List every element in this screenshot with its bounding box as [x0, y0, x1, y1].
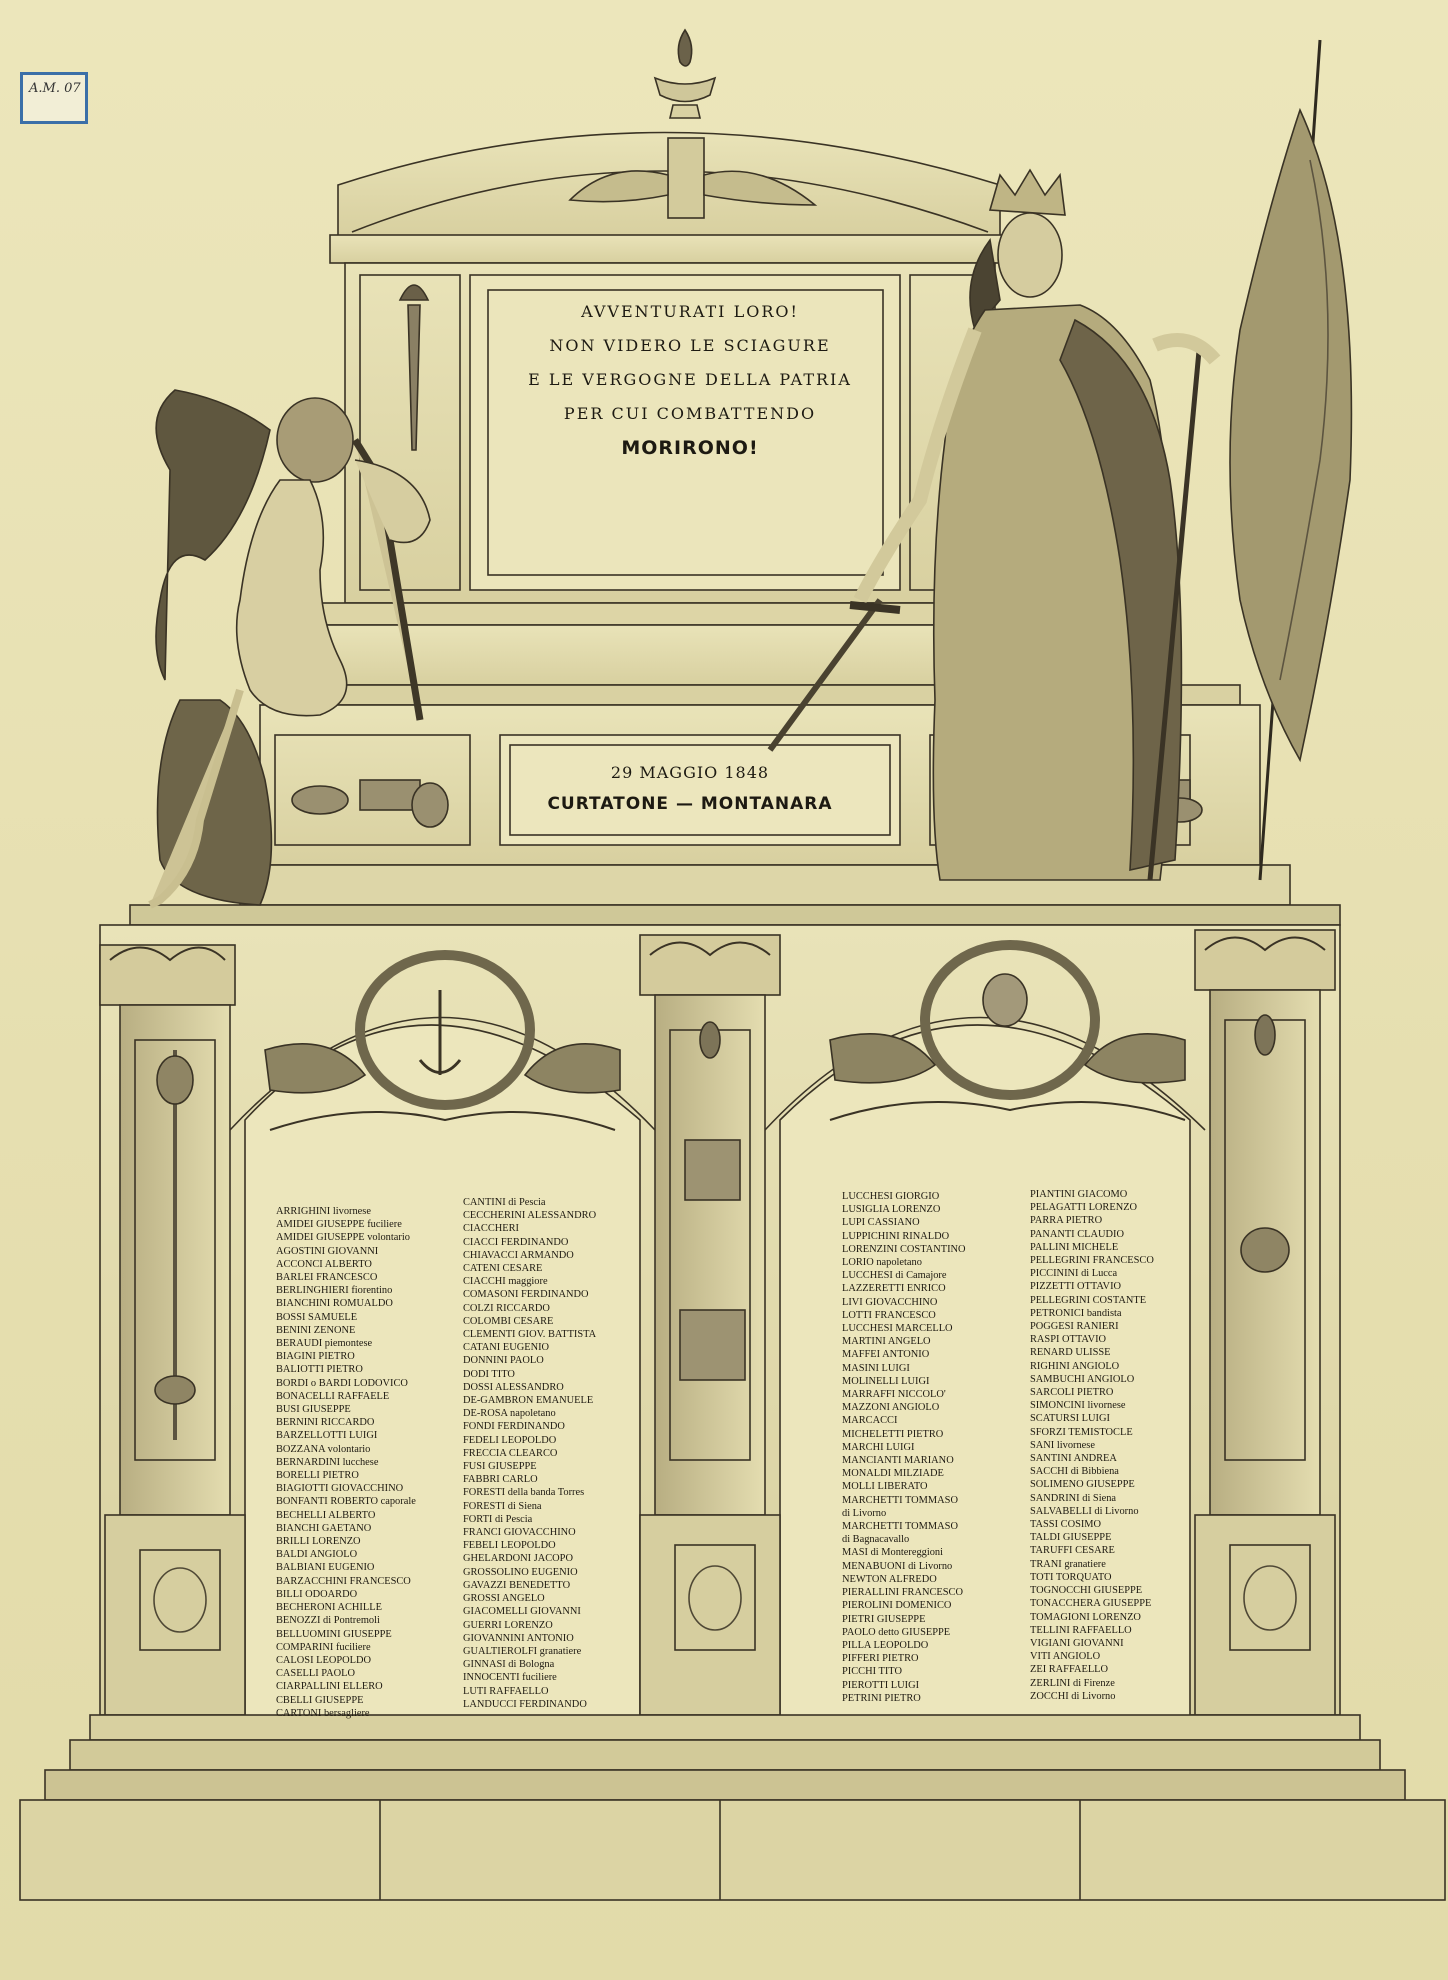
name-entry: SALVABELLI di Livorno: [1030, 1505, 1139, 1517]
name-entry: TOMAGIONI LORENZO: [1030, 1611, 1141, 1623]
names-column-3: [842, 1190, 966, 1705]
name-entry: PIANTINI GIACOMO: [1030, 1189, 1128, 1200]
name-entry: VIGIANI GIOVANNI: [1030, 1637, 1124, 1649]
name-entry: LUCCHESI GIORGIO: [842, 1191, 940, 1202]
name-entry: BONFANTI ROBERTO caporale: [276, 1496, 416, 1508]
name-entry: PIEROLINI DOMENICO: [842, 1600, 952, 1612]
name-entry: MOLLI LIBERATO: [842, 1481, 928, 1493]
name-entry: BOSSI SAMUELE: [276, 1311, 358, 1323]
name-entry: DODI TITO: [463, 1368, 515, 1380]
name-entry: CIARPALLINI ELLERO: [276, 1681, 383, 1693]
name-entry: BELLUOMINI GIUSEPPE: [276, 1628, 392, 1640]
name-entry: MARCHETTI TOMMASO: [842, 1521, 958, 1533]
battle-date: 29 MAGGIO 1848: [610, 763, 770, 782]
name-entry: MENABUONI di Livorno: [842, 1560, 953, 1572]
name-entry: TONACCHERA GIUSEPPE: [1030, 1598, 1152, 1610]
name-entry: SAMBUCHI ANGIOLO: [1030, 1373, 1135, 1385]
name-entry: FORESTI di Siena: [463, 1500, 542, 1512]
name-entry: MARCACCI: [842, 1415, 898, 1427]
name-entry: MASI di Montereggioni: [842, 1547, 944, 1559]
name-entry: GINNASI di Bologna: [463, 1659, 555, 1671]
name-entry: LUCCHESI di Camajore: [842, 1270, 947, 1282]
name-entry: CARTONI bersagliere: [276, 1707, 370, 1719]
name-entry: TOTI TORQUATO: [1030, 1571, 1112, 1583]
name-entry: PIETRI GIUSEPPE: [842, 1613, 926, 1625]
name-entry: SANTINI ANDREA: [1030, 1453, 1117, 1465]
name-entry: TALDI GIUSEPPE: [1030, 1532, 1112, 1544]
name-entry: ZEI RAFFAELLO: [1030, 1664, 1109, 1676]
name-entry: BRILLI LORENZO: [276, 1536, 361, 1548]
name-entry: COLZI RICCARDO: [463, 1302, 550, 1314]
name-entry: BENINI ZENONE: [276, 1324, 356, 1336]
name-entry: DONNINI PAOLO: [463, 1355, 544, 1367]
name-entry: SARCOLI PIETRO: [1030, 1387, 1114, 1399]
name-entry: BENOZZI di Pontremoli: [276, 1615, 380, 1627]
names-column-4: [1030, 1188, 1154, 1703]
name-entry: ZOCCHI di Livorno: [1030, 1690, 1116, 1702]
name-entry: MOLINELLI LUIGI: [842, 1375, 930, 1387]
name-entry: GROSSOLINO EUGENIO: [463, 1566, 578, 1578]
name-entry: PICCHI TITO: [842, 1666, 902, 1678]
name-entry: BARZACCHINI FRANCESCO: [276, 1575, 411, 1587]
name-entry: TRANI granatiere: [1030, 1558, 1106, 1570]
name-entry: CIACCI FERDINANDO: [463, 1236, 569, 1248]
name-entry: MAFFEI ANTONIO: [842, 1349, 930, 1361]
archive-stamp: [20, 72, 88, 124]
name-entry: RENARD ULISSE: [1030, 1347, 1111, 1359]
name-entry: COLOMBI CESARE: [463, 1315, 554, 1327]
name-entry: VITI ANGIOLO: [1030, 1651, 1101, 1663]
name-entry: GUERRI LORENZO: [463, 1619, 553, 1631]
name-entry: MARCHI LUIGI: [842, 1441, 915, 1453]
name-entry: MAZZONI ANGIOLO: [842, 1402, 940, 1414]
name-entry: PETRONICI bandista: [1030, 1307, 1122, 1319]
name-entry: PETRINI PIETRO: [842, 1692, 921, 1704]
name-entry: BORDI o BARDI LODOVICO: [276, 1377, 408, 1389]
name-entry: INNOCENTI fuciliere: [463, 1672, 557, 1684]
inscription-line-5: MORIRONO!: [621, 437, 759, 459]
name-entry: MARTINI ANGELO: [842, 1336, 931, 1348]
name-entry: GIOVANNINI ANTONIO: [463, 1632, 574, 1644]
name-entry: MICHELETTI PIETRO: [842, 1428, 944, 1440]
name-entry: BUSI GIUSEPPE: [276, 1404, 351, 1416]
name-entry: CATANI EUGENIO: [463, 1342, 550, 1354]
name-entry: FEBELI LEOPOLDO: [463, 1540, 556, 1552]
name-entry: BALDI ANGIOLO: [276, 1549, 358, 1561]
name-entry: SACCHI di Bibbiena: [1030, 1466, 1119, 1478]
inscription-line-2: NON VIDERO LE SCIAGURE: [549, 336, 831, 355]
main-inscription: [490, 295, 890, 465]
name-entry: DE-GAMBRON EMANUELE: [463, 1395, 594, 1407]
name-entry: AMIDEI GIUSEPPE volontario: [276, 1232, 410, 1244]
name-entry: LUPPICHINI RINALDO: [842, 1230, 950, 1242]
name-entry: PIZZETTI OTTAVIO: [1030, 1281, 1122, 1293]
name-entry: GIACOMELLI GIOVANNI: [463, 1606, 581, 1618]
names-column-2: [463, 1196, 596, 1711]
names-column-1: [276, 1205, 416, 1720]
name-entry: MARRAFFI NICCOLO': [842, 1389, 946, 1401]
name-entry: AMIDEI GIUSEPPE fuciliere: [276, 1219, 402, 1231]
name-entry: BECHERONI ACHILLE: [276, 1602, 382, 1614]
name-entry: BALIOTTI PIETRO: [276, 1364, 363, 1376]
name-entry: FUSI GIUSEPPE: [463, 1461, 537, 1473]
name-entry: TOGNOCCHI GIUSEPPE: [1030, 1585, 1143, 1597]
pilaster-left: [100, 945, 245, 1715]
battle-place: CURTATONE — MONTANARA: [547, 794, 833, 814]
name-entry: BIANCHINI ROMUALDO: [276, 1298, 393, 1310]
name-entry: BIANCHI GAETANO: [276, 1522, 372, 1534]
name-entry: FONDI FERDINANDO: [463, 1421, 565, 1433]
name-entry: BERNINI RICCARDO: [276, 1417, 375, 1429]
name-entry: PANANTI CLAUDIO: [1030, 1228, 1124, 1240]
name-entry: ZERLINI di Firenze: [1030, 1677, 1115, 1689]
name-entry: FORTI di Pescia: [463, 1513, 533, 1525]
name-entry: LUSIGLIA LORENZO: [842, 1204, 941, 1216]
name-entry: ARRIGHINI livornese: [276, 1206, 371, 1217]
name-entry: DOSSI ALESSANDRO: [463, 1381, 564, 1393]
name-entry: BECHELLI ALBERTO: [276, 1509, 376, 1521]
name-entry: LORENZINI COSTANTINO: [842, 1243, 966, 1255]
name-entry: LUTI RAFFAELLO: [463, 1685, 549, 1697]
name-entry: CASELLI PAOLO: [276, 1668, 355, 1680]
name-entry: COMPARINI fuciliere: [276, 1641, 371, 1653]
pilaster-right: [1195, 930, 1335, 1715]
name-entry: GHELARDONI JACOPO: [463, 1553, 573, 1565]
name-entry: CATENI CESARE: [463, 1263, 543, 1275]
name-entry: PELLEGRINI FRANCESCO: [1030, 1255, 1154, 1267]
name-entry: LAZZERETTI ENRICO: [842, 1283, 946, 1295]
name-entry: MASINI LUIGI: [842, 1362, 910, 1374]
name-entry: GUALTIEROLFI granatiere: [463, 1645, 582, 1657]
name-entry: POGGESI RANIERI: [1030, 1321, 1119, 1333]
name-entry: SANI livornese: [1030, 1439, 1095, 1451]
name-entry: PAOLO detto GIUSEPPE: [842, 1626, 951, 1638]
name-entry: di Bagnacavallo: [842, 1534, 910, 1546]
urn-finial: [655, 30, 715, 118]
name-entry: BERNARDINI lucchese: [276, 1456, 379, 1468]
name-entry: ACCONCI ALBERTO: [276, 1258, 372, 1270]
name-entry: PILLA LEOPOLDO: [842, 1639, 929, 1651]
name-entry: TELLINI RAFFAELLO: [1030, 1624, 1132, 1636]
name-entry: RASPI OTTAVIO: [1030, 1334, 1107, 1346]
name-entry: CIACCHI maggiore: [463, 1276, 548, 1288]
name-entry: CALOSI LEOPOLDO: [276, 1654, 371, 1666]
name-entry: CANTINI di Pescia: [463, 1197, 546, 1208]
name-entry: BERLINGHIERI fiorentino: [276, 1285, 393, 1297]
name-entry: LORIO napoletano: [842, 1257, 922, 1269]
name-entry: BONACELLI RAFFAELE: [276, 1390, 390, 1402]
name-entry: CHIAVACCI ARMANDO: [463, 1249, 574, 1261]
name-entry: PELAGATTI LORENZO: [1030, 1202, 1138, 1214]
name-entry: CECCHERINI ALESSANDRO: [463, 1210, 597, 1222]
name-entry: TASSI COSIMO: [1030, 1519, 1102, 1531]
name-entry: BARZELLOTTI LUIGI: [276, 1430, 378, 1442]
name-entry: GROSSI ANGELO: [463, 1593, 545, 1605]
name-entry: TARUFFI CESARE: [1030, 1545, 1115, 1557]
stamp-text: A.M. 07: [29, 81, 81, 96]
name-entry: BARLEI FRANCESCO: [276, 1272, 378, 1284]
name-entry: BIAGIOTTI GIOVACCHINO: [276, 1483, 404, 1495]
inscription-line-4: PER CUI COMBATTENDO: [563, 404, 817, 423]
name-entry: COMASONI FERDINANDO: [463, 1289, 589, 1301]
name-entry: FORESTI della banda Torres: [463, 1487, 585, 1499]
name-entry: CBELLI GIUSEPPE: [276, 1694, 364, 1706]
name-entry: LOTTI FRANCESCO: [842, 1309, 936, 1321]
name-entry: PIEROTTI LUIGI: [842, 1679, 920, 1691]
name-entry: BOZZANA volontario: [276, 1443, 371, 1455]
pilaster-center: [640, 935, 780, 1715]
name-entry: BALBIANI EUGENIO: [276, 1562, 375, 1574]
name-entry: BERAUDI piemontese: [276, 1338, 373, 1350]
inscription-line-3: E LE VERGOGNE DELLA PATRIA: [528, 370, 852, 389]
name-entry: SANDRINI di Siena: [1030, 1492, 1117, 1504]
inscription-line-1: AVVENTURATI LORO!: [581, 302, 799, 321]
name-entry: PICCININI di Lucca: [1030, 1268, 1118, 1280]
name-entry: SFORZI TEMISTOCLE: [1030, 1426, 1133, 1438]
name-entry: LIVI GIOVACCHINO: [842, 1296, 938, 1308]
name-entry: BILLI ODOARDO: [276, 1588, 358, 1600]
name-entry: PALLINI MICHELE: [1030, 1241, 1119, 1253]
name-entry: FRANCI GIOVACCHINO: [463, 1527, 576, 1539]
name-entry: di Livorno: [842, 1507, 887, 1519]
name-entry: CIACCHERI: [463, 1223, 519, 1235]
name-entry: SIMONCINI livornese: [1030, 1400, 1126, 1412]
name-entry: SOLIMENO GIUSEPPE: [1030, 1479, 1135, 1491]
name-entry: FRECCIA CLEARCO: [463, 1447, 558, 1459]
name-entry: PELLEGRINI COSTANTE: [1030, 1294, 1147, 1306]
name-entry: AGOSTINI GIOVANNI: [276, 1245, 379, 1257]
name-entry: MANCIANTI MARIANO: [842, 1455, 954, 1467]
name-entry: BIAGINI PIETRO: [276, 1351, 355, 1363]
name-entry: PARRA PIETRO: [1030, 1215, 1103, 1227]
name-entry: MARCHETTI TOMMASO: [842, 1494, 958, 1506]
name-entry: CLEMENTI GIOV. BATTISTA: [463, 1329, 597, 1341]
name-entry: BORELLI PIETRO: [276, 1470, 359, 1482]
name-entry: NEWTON ALFREDO: [842, 1573, 937, 1585]
name-entry: FABBRI CARLO: [463, 1474, 538, 1486]
name-entry: DE-ROSA napoletano: [463, 1408, 556, 1420]
name-entry: FEDELI LEOPOLDO: [463, 1434, 557, 1446]
name-entry: PIERALLINI FRANCESCO: [842, 1587, 963, 1599]
name-entry: LANDUCCI FERDINANDO: [463, 1698, 587, 1710]
name-entry: LUPI CASSIANO: [842, 1217, 920, 1229]
name-entry: PIFFERI PIETRO: [842, 1653, 919, 1665]
name-entry: MONALDI MILZIADE: [842, 1468, 944, 1480]
name-entry: SCATURSI LUIGI: [1030, 1413, 1110, 1425]
name-entry: RIGHINI ANGIOLO: [1030, 1360, 1120, 1372]
name-entry: GAVAZZI BENEDETTO: [463, 1579, 571, 1591]
name-entry: LUCCHESI MARCELLO: [842, 1323, 953, 1335]
